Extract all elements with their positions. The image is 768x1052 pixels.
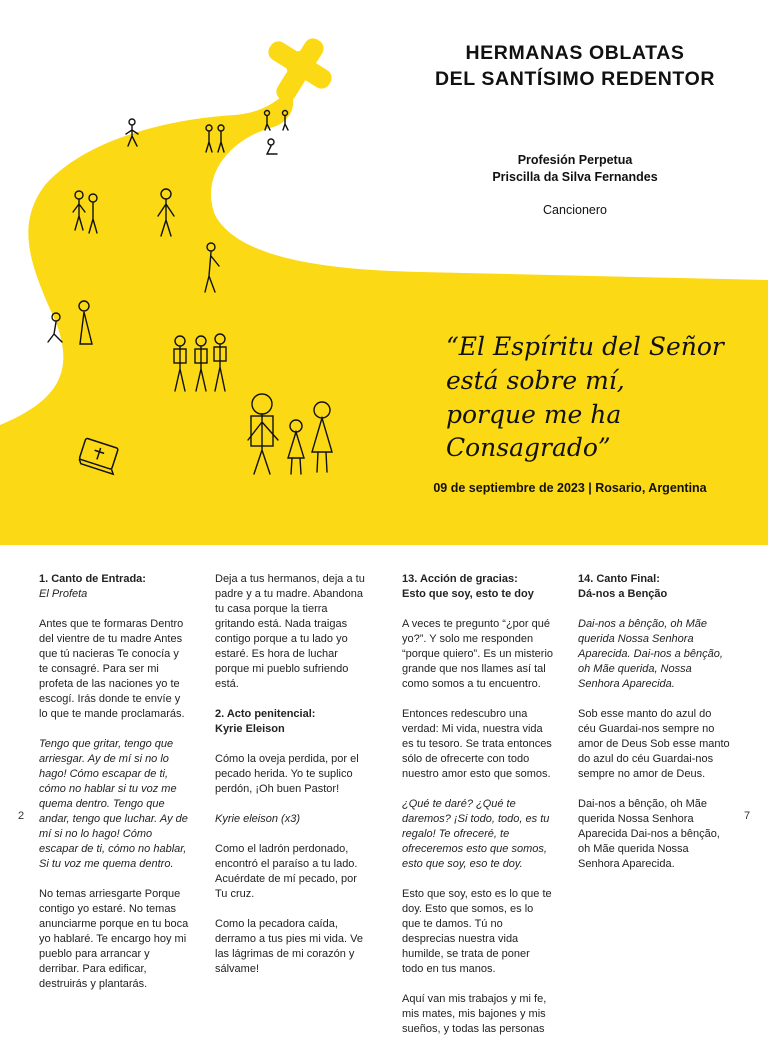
song-chorus: Kyrie eleison (x3) <box>215 813 300 825</box>
song-subtitle: Esto que soy, esto te doy <box>402 588 534 600</box>
song-verse: Aquí van mis trabajos y mi fe, mis mates, mis bajones y mis sueños, y todas las personas <box>402 993 547 1035</box>
song-verse: A veces te pregunto “¿por qué yo?”. Y solo me responden “porque quiero”. Es un misterio grande que nos llames así tal como somos a tu encuentro. <box>402 618 554 690</box>
page-number-right: 7 <box>744 810 751 822</box>
column-3 <box>402 572 554 1052</box>
song-heading: 13. Acción de gracias: <box>402 573 518 585</box>
song-chorus: ¿Qué te daré? ¿Qué te daremos? ¡Si todo, todo, es tu regalo! Te ofreceré, te ofreceremos esto que somos, esto que soy, eso te doy. <box>402 798 550 870</box>
column-1 <box>39 572 191 1007</box>
page-number-left: 2 <box>18 810 25 822</box>
song-heading: 14. Canto Final: <box>578 573 660 585</box>
song-verse: Esto que soy, esto es lo que te doy. Esto que somos, es lo que te damos. Tú no desprecias nuestra vida humilde, se trata de poner todo en tus manos. <box>402 888 552 975</box>
song-verse: Cómo la oveja perdida, por el pecado herida. Yo te suplico perdón, ¡Oh buen Pastor! <box>215 753 359 795</box>
song-verse: Como la pecadora caída, derramo a tus pies mi vida. Ve las lágrimas de mi corazón y sálvame! <box>215 918 363 975</box>
document-type: Cancionero <box>543 203 607 217</box>
page-title-line1: HERMANAS OBLATAS <box>465 42 685 64</box>
song-chorus: Dai-nos a bênção, oh Mãe querida Nossa Senhora Aparecida. Dai-nos a bênção, oh Mãe querida, Nossa Senhora Aparecida. <box>578 618 723 690</box>
song-verse: Antes que te formaras Dentro del vientre de tu madre Antes que tú nacieras Te conocía y te consagré. Para ser mi profeta de las naciones yo te escogí. Irás donde te envíe y lo que te mande proclamarás. <box>39 618 185 720</box>
song-heading: 2. Acto penitencial: <box>215 708 316 720</box>
song-verse: Deja a tus hermanos, deja a tu padre y a tu madre. Abandona tu casa porque la tierra gritando está. Nada traigas contigo porque a tu lado yo estaré. Es hora de luchar porque mi pueblo sufriendo está. <box>215 573 365 690</box>
song-verse: Como el ladrón perdonado, encontró el paraíso a tu lado. Acuérdate de mí pecado, por Tu cruz. <box>215 843 358 900</box>
song-verse: Dai-nos a bênção, oh Mãe querida Nossa Senhora Aparecida Dai-nos a bênção, oh Mãe querida Nossa Senhora Aparecida. <box>578 798 720 870</box>
column-2 <box>215 572 367 992</box>
song-subtitle: Dá-nos a Benção <box>578 588 668 600</box>
song-heading: 1. Canto de Entrada: <box>39 573 146 585</box>
song-verse: Sob esse manto do azul do céu Guardai-nos sempre no amor de Deus Sob esse manto do azul do céu Guardai-nos sempre no amor de Deus. <box>578 708 730 780</box>
quote-line2: está sobre mí, <box>446 366 625 395</box>
page-title-line2: DEL SANTÍSIMO REDENTOR <box>434 68 716 90</box>
quote-line1: “El Espíritu del Señor <box>446 332 724 361</box>
song-subtitle: El Profeta <box>39 588 88 600</box>
event-name: Profesión Perpetua <box>517 153 633 167</box>
person-name: Priscilla da Silva Fernandes <box>492 170 658 184</box>
song-chorus: Tengo que gritar, tengo que arriesgar. Ay de mí si no lo hago! Cómo escapar de ti, cómo no hablar si tu voz me quema dentro. Tengo que andar, tengo que luchar. Ay de mí si no lo hago! Cómo escapar de ti, cómo no hablar, Si tu voz me quema dentro. <box>39 738 188 870</box>
column-4 <box>578 572 730 887</box>
song-verse: No temas arriesgarte Porque contigo yo estaré. No temas anunciarme porque en tu boca yo hablaré. Te encargo hoy mi pueblo para arrancar y derribar. Para edificar, destruirás y plantarás. <box>39 888 189 990</box>
song-verse: Entonces redescubro una verdad: Mi vida, nuestra vida es tu tesoro. Se trata entonces sólo de ofrecerte con todo nuestro amor esto que somos. <box>402 708 552 780</box>
cross-icon <box>265 35 335 105</box>
date-place: 09 de septiembre de 2023 | Rosario, Argentina <box>433 481 707 495</box>
quote-line3: porque me ha Consagrado” <box>446 400 622 462</box>
song-subtitle: Kyrie Eleison <box>215 723 285 735</box>
